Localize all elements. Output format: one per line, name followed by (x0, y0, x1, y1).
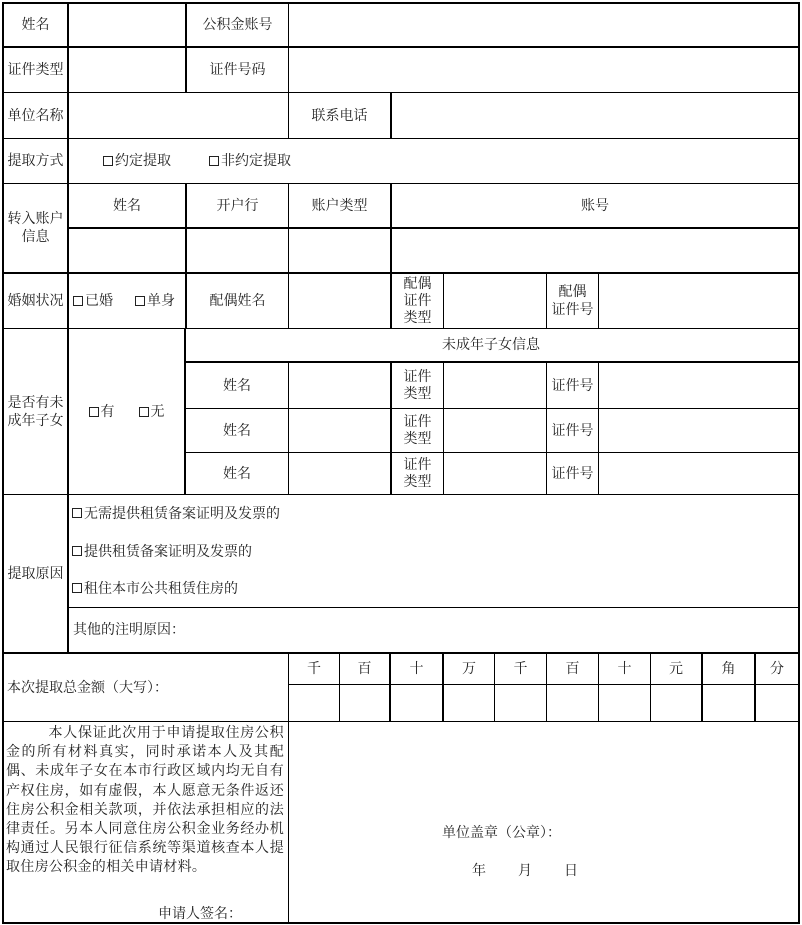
account-field[interactable] (288, 2, 800, 47)
child-3-name-label-text: 姓名 (223, 465, 251, 482)
method-option-non-agreed[interactable] (209, 152, 291, 170)
spouse-id-type-line1: 配偶 (403, 275, 432, 292)
amount-digit-field[interactable] (650, 684, 703, 722)
method-options (67, 138, 800, 184)
amount-unit-text: 分 (770, 661, 784, 677)
amount-digit-field[interactable] (754, 684, 800, 722)
child-3-id-number-label (546, 452, 599, 495)
method-label-text: 提取方式 (7, 153, 64, 169)
reason-option-no-filing-label: 无需提供租赁备案证明及发票的 (84, 506, 280, 522)
child-2-id-type-line1: 证件 (403, 413, 432, 430)
reason-other-field[interactable] (67, 607, 800, 653)
checkbox-icon[interactable] (209, 156, 219, 166)
checkbox-icon[interactable] (73, 296, 83, 306)
marriage-option-single-label: 单身 (147, 293, 175, 309)
method-label (2, 138, 68, 184)
transfer-header-account-number-text: 账号 (581, 197, 609, 214)
company-label-text: 单位名称 (7, 107, 64, 124)
transfer-header-account-type-text: 账户类型 (311, 197, 368, 214)
stamp-date (472, 860, 610, 880)
id-number-field[interactable] (288, 46, 800, 93)
declaration-body: 本人保证此次用于申请提取住房公积金的所有材料真实，同时承诺本人及其配偶、未成年子女在本市行政区域内均无自有产权住房，如有虚假，本人愿意无条件返还住房公积金相关款项，并依法承担相应的法律责任。另本人同意住房公积金业务经办机构通过人民银行征信系统等渠道核查本人提取住房公积金的相关申请材料。 (6, 725, 284, 876)
children-section-title (185, 328, 800, 363)
date-month-label: 月 (518, 863, 532, 879)
spouse-id-number-field[interactable] (598, 272, 800, 329)
company-field[interactable] (67, 92, 289, 139)
company-stamp-label (442, 822, 561, 842)
child-1-id-number-label-text: 证件号 (551, 377, 594, 394)
child-3-id-type-line1: 证件 (403, 456, 432, 473)
amount-unit-wan (442, 652, 495, 685)
amount-unit-text: 千 (513, 661, 528, 677)
spouse-id-number-label (546, 272, 599, 329)
date-year-label: 年 (472, 863, 486, 879)
children-option-yes[interactable] (89, 403, 115, 421)
amount-unit-qian-1 (288, 652, 340, 685)
name-field[interactable] (67, 2, 186, 47)
amount-unit-qian-2 (494, 652, 547, 685)
children-option-no-label: 无 (150, 403, 165, 420)
transfer-account-type-field[interactable] (288, 228, 391, 273)
child-3-id-number-field[interactable] (598, 452, 800, 495)
transfer-header-account-type (288, 183, 391, 229)
reason-option-with-filing[interactable] (72, 541, 252, 561)
amount-unit-text: 十 (617, 661, 632, 677)
checkbox-icon[interactable] (135, 296, 145, 306)
children-label-line2: 成年子女 (7, 412, 64, 429)
checkbox-icon[interactable] (89, 407, 99, 417)
child-1-id-type-line1: 证件 (403, 368, 432, 385)
transfer-name-field[interactable] (67, 228, 186, 273)
method-option-agreed[interactable] (103, 152, 171, 170)
id-type-label (2, 46, 68, 93)
transfer-header-account-number (390, 183, 800, 229)
phone-field[interactable] (390, 92, 800, 139)
child-1-id-type-field[interactable] (443, 362, 547, 409)
amount-unit-jiao (702, 652, 755, 685)
id-type-label-text: 证件类型 (7, 62, 64, 78)
amount-unit-shi-2 (598, 652, 651, 685)
child-2-name-label (185, 408, 289, 453)
amount-digit-field[interactable] (598, 684, 651, 722)
reason-label-text: 提取原因 (7, 565, 64, 582)
child-1-id-number-label (546, 362, 599, 409)
applicant-signature-label (158, 903, 242, 923)
child-1-name-field[interactable] (288, 362, 391, 409)
amount-unit-text: 百 (565, 661, 580, 677)
amount-label (2, 652, 289, 722)
company-label (2, 92, 68, 139)
amount-digit-field[interactable] (288, 684, 340, 722)
reason-option-public-rental[interactable] (72, 578, 238, 598)
transfer-header-name-text: 姓名 (113, 197, 141, 214)
transfer-account-label (2, 183, 68, 273)
checkbox-icon[interactable] (72, 546, 82, 556)
marriage-option-single[interactable] (135, 292, 175, 310)
child-1-name-label (185, 362, 289, 409)
method-option-agreed-label: 约定提取 (115, 153, 171, 169)
child-2-name-field[interactable] (288, 408, 391, 453)
children-label (2, 328, 68, 495)
marriage-option-married-label: 已婚 (85, 293, 113, 309)
id-number-label (185, 46, 289, 93)
company-stamp-label-text: 单位盖章（公章）： (442, 825, 561, 841)
amount-digit-field[interactable] (546, 684, 599, 722)
id-number-label-text: 证件号码 (209, 62, 266, 78)
child-2-name-label-text: 姓名 (223, 422, 251, 439)
id-type-field[interactable] (67, 46, 186, 93)
child-2-id-type-line2: 类型 (403, 430, 432, 447)
amount-digit-field[interactable] (442, 684, 495, 722)
reason-option-public-rental-label: 租住本市公共租赁住房的 (84, 581, 238, 597)
child-2-id-number-label-text: 证件号 (551, 422, 594, 439)
child-3-id-type-field[interactable] (443, 452, 547, 495)
declaration-text (6, 724, 284, 878)
account-label-text: 公积金账号 (202, 17, 273, 33)
checkbox-icon[interactable] (72, 508, 82, 518)
marriage-label (2, 272, 68, 329)
transfer-header-name (67, 183, 186, 229)
spouse-id-type-label (390, 272, 444, 329)
name-label-text: 姓名 (21, 17, 50, 33)
amount-unit-text: 角 (721, 661, 736, 677)
transfer-bank-field[interactable] (185, 228, 289, 273)
amount-unit-text: 千 (307, 661, 321, 677)
amount-digit-field[interactable] (702, 684, 755, 722)
children-section-title-text: 未成年子女信息 (442, 337, 540, 353)
children-option-no[interactable] (139, 403, 165, 421)
spouse-id-type-line2: 证件 (403, 292, 432, 309)
children-label-line1: 是否有未 (7, 394, 64, 411)
marriage-label-text: 婚姻状况 (7, 293, 64, 309)
amount-unit-yuan (650, 652, 703, 685)
reason-other-label: 其他的注明原因： (73, 622, 185, 638)
child-3-id-number-label-text: 证件号 (551, 465, 594, 482)
amount-unit-text: 十 (409, 661, 424, 677)
spouse-id-type-field[interactable] (443, 272, 547, 329)
method-option-non-agreed-label: 非约定提取 (221, 153, 291, 169)
amount-unit-bai-1 (339, 652, 391, 685)
spouse-id-number-line1: 配偶 (558, 284, 587, 300)
amount-unit-text: 万 (462, 661, 476, 677)
amount-unit-shi-1 (390, 652, 443, 685)
spouse-name-field[interactable] (288, 272, 391, 329)
children-option-yes-label: 有 (100, 403, 115, 420)
reason-option-no-filing[interactable] (72, 503, 280, 523)
spouse-id-number-line2: 证件号 (551, 302, 594, 318)
child-2-id-type-field[interactable] (443, 408, 547, 453)
child-2-id-number-field[interactable] (598, 408, 800, 453)
child-2-id-number-label (546, 408, 599, 453)
date-day-label: 日 (564, 863, 578, 879)
account-label (185, 2, 289, 47)
reason-label (2, 494, 68, 653)
checkbox-icon[interactable] (103, 156, 113, 166)
amount-unit-text: 元 (669, 661, 683, 677)
spouse-id-type-line3: 类型 (403, 309, 432, 326)
amount-digit-field[interactable] (494, 684, 547, 722)
child-3-id-type-label (390, 452, 444, 495)
name-label (2, 2, 68, 47)
amount-digit-field[interactable] (390, 684, 443, 722)
phone-label (288, 92, 391, 139)
amount-unit-text: 百 (357, 661, 372, 677)
child-3-id-type-line2: 类型 (403, 473, 432, 490)
child-1-id-type-line2: 类型 (403, 385, 432, 402)
child-1-name-label-text: 姓名 (223, 377, 251, 394)
checkbox-icon[interactable] (72, 583, 82, 593)
amount-digit-field[interactable] (339, 684, 391, 722)
transfer-header-bank-text: 开户行 (216, 197, 259, 214)
marriage-options (67, 272, 186, 329)
child-3-name-field[interactable] (288, 452, 391, 495)
transfer-account-number-field[interactable] (390, 228, 800, 273)
phone-label-text: 联系电话 (311, 107, 368, 124)
children-options (67, 328, 186, 495)
transfer-label-line2: 信息 (21, 229, 50, 245)
amount-unit-bai-2 (546, 652, 599, 685)
marriage-option-married[interactable] (73, 292, 113, 310)
transfer-label-line1: 转入账户 (7, 211, 64, 227)
child-2-id-type-label (390, 408, 444, 453)
child-3-name-label (185, 452, 289, 495)
transfer-header-bank (185, 183, 289, 229)
applicant-signature-label-text: 申请人签名： (158, 906, 242, 922)
spouse-name-label-text: 配偶姓名 (209, 293, 266, 309)
amount-label-text: 本次提取总金额（大写）： (7, 679, 168, 696)
spouse-name-label (185, 272, 289, 329)
amount-unit-fen (754, 652, 800, 685)
child-1-id-type-label (390, 362, 444, 409)
child-1-id-number-field[interactable] (598, 362, 800, 409)
reason-option-with-filing-label: 提供租赁备案证明及发票的 (84, 544, 252, 560)
checkbox-icon[interactable] (139, 407, 149, 417)
